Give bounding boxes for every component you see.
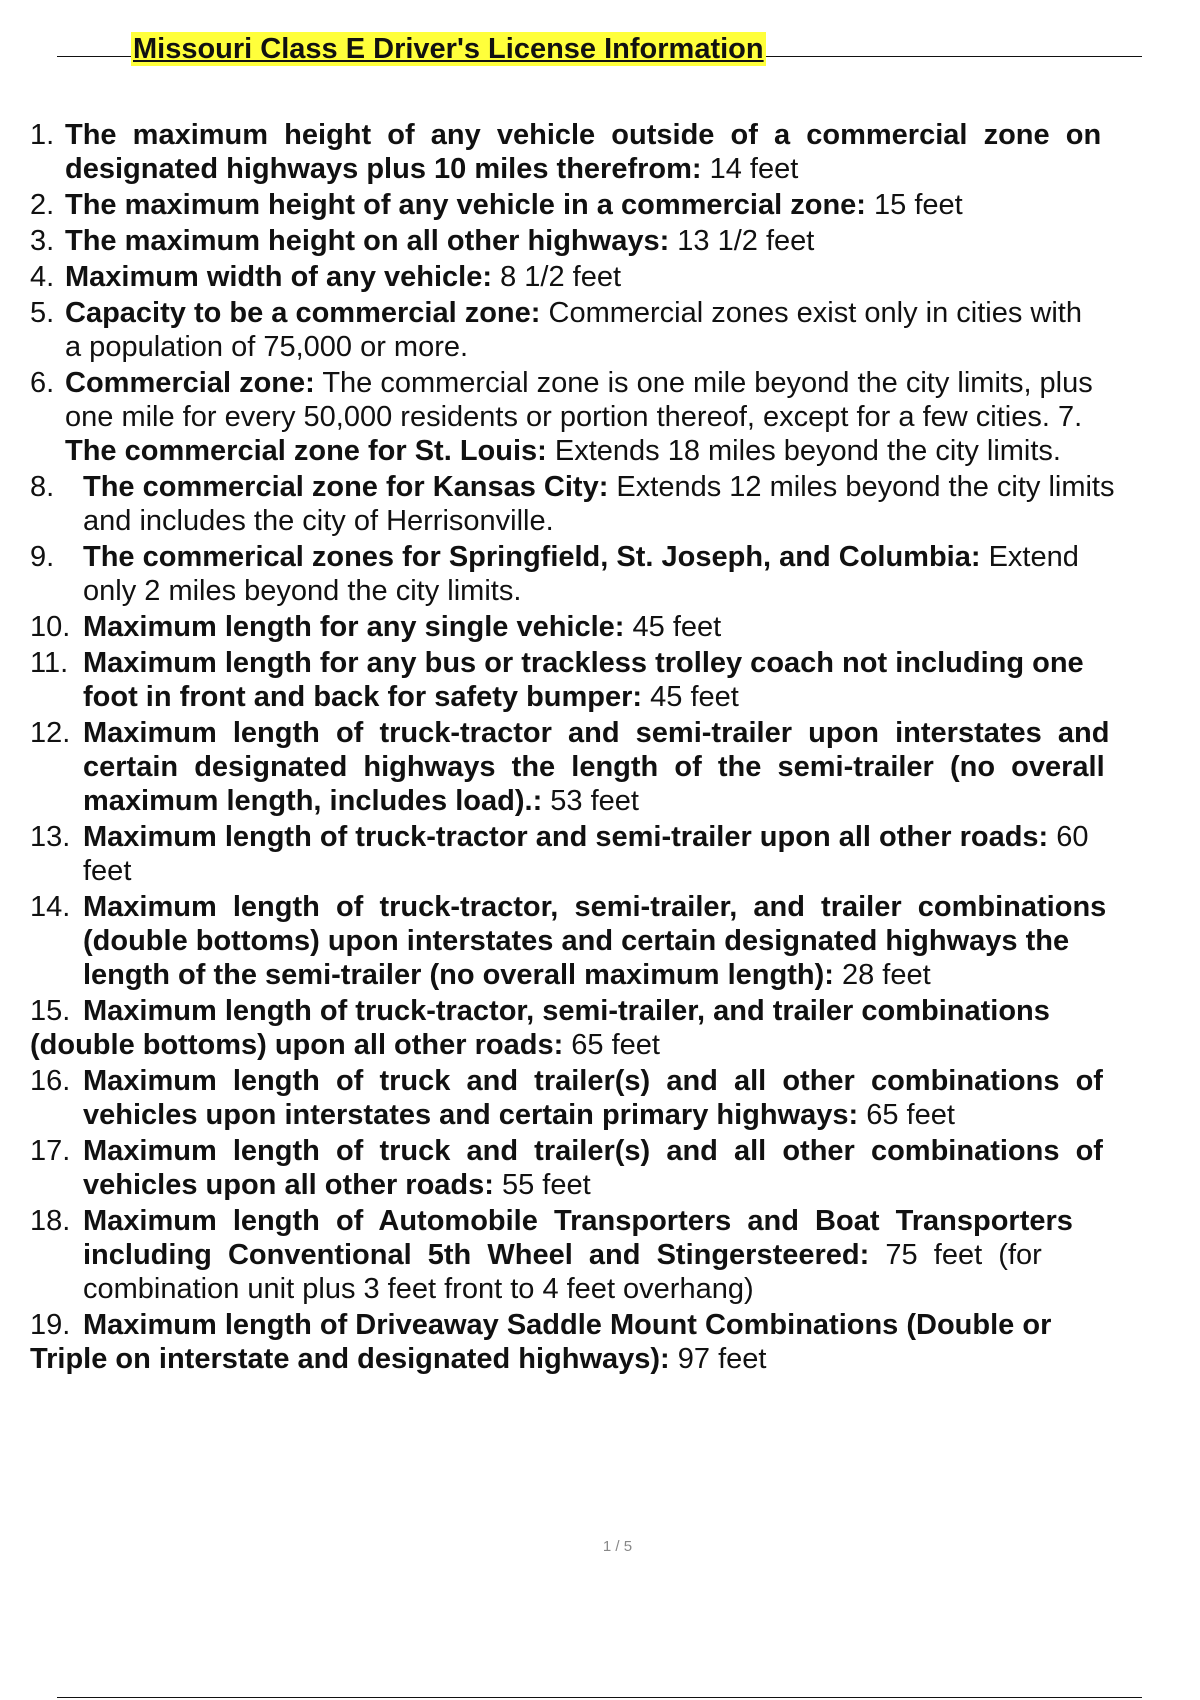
item-value: and includes the city of Herrisonville. [83,505,554,537]
list-item [0,118,1200,186]
item-label: The maximum height of any vehicle in a commercial zone: [65,189,866,221]
list-item-number: 9. [30,541,55,573]
list-item [0,224,1200,258]
item-label: Maximum length of truck and trailer(s) and all other combinations of [83,1135,1103,1167]
list-item-line [0,1238,1200,1272]
item-value: combination unit plus 3 feet front to 4 feet overhang) [83,1273,754,1305]
list-item-number: 14. [30,891,71,923]
item-value: Extend [980,541,1079,573]
item-label: The commercial zone for Kansas City: [83,471,609,503]
list-item-line [0,574,1200,608]
item-label: The maximum height on all other highways: [65,225,670,257]
list-item-line [0,118,1200,152]
list-item-line [0,434,1200,468]
page-number: 1 / 5 [602,1538,633,1555]
item-label: including Conventional 5th Wheel and Stingersteered: [83,1239,870,1271]
list-item-number: 15. [30,995,71,1027]
item-value: 60 [1048,821,1089,853]
item-value: feet [83,855,132,887]
item-value: 55 feet [493,1169,591,1201]
item-label: Maximum length for any bus or trackless trolley coach not including one [83,647,1084,679]
item-label: length of the semi-trailer (no overall maximum length): [83,959,834,991]
item-label: Triple on interstate and designated highways): [30,1343,670,1375]
list-item [0,890,1200,992]
item-label: Commercial zone: [65,367,315,399]
item-label: Maximum length of Driveaway Saddle Mount Combinations (Double or [83,1309,1052,1341]
list-item-line [0,994,1200,1028]
list-item-line [0,750,1200,784]
list-item [0,540,1200,608]
item-label: The commercial zone for St. Louis: [65,435,547,467]
list-item-number: 17. [30,1135,71,1167]
item-value: a population of 75,000 or more. [65,331,469,363]
list-item [0,820,1200,888]
list-item-line [0,1168,1200,1202]
item-value: The commercial zone is one mile beyond the city limits, plus [314,367,1093,399]
list-item-number: 1. [30,119,55,151]
list-item-line [0,890,1200,924]
item-value: Extends 12 miles beyond the city limits [608,471,1115,503]
list-item [0,470,1200,538]
list-item-number: 19. [30,1309,71,1341]
item-label: Maximum length of truck and trailer(s) and all other combinations of [83,1065,1103,1097]
list-item [0,1064,1200,1132]
item-label: foot in front and back for safety bumper: [83,681,643,713]
list-item [0,366,1200,468]
list-item-number: 18. [30,1205,71,1237]
list-item-line [0,820,1200,854]
item-label: certain designated highways the length of the semi-trailer (no overall [83,751,1105,783]
item-value: 53 feet [542,785,639,817]
list-item-line [0,366,1200,400]
list-item-number: 2. [30,189,55,221]
list-item-line [0,188,1200,222]
list-item [0,610,1200,644]
list-item-line [0,1134,1200,1168]
item-label: (double bottoms) upon all other roads: [30,1029,564,1061]
list-item-line [0,680,1200,714]
item-label: (double bottoms) upon interstates and certain designated highways the [83,925,1070,957]
item-value: 15 feet [865,189,963,221]
title-row [57,30,1142,70]
item-value: 8 1/2 feet [492,261,622,293]
item-label: Maximum length of Automobile Transporters and Boat Transporters [83,1205,1073,1237]
regulation-list [0,118,1200,1378]
list-item-line [0,1342,1200,1376]
list-item [0,296,1200,364]
item-label: Maximum length of truck-tractor and semi-trailer upon interstates and [83,717,1110,749]
item-value: 45 feet [642,681,739,713]
item-label: Maximum length for any single vehicle: [83,611,625,643]
list-item-line [0,152,1200,186]
list-item-number: 3. [30,225,55,257]
item-value: 13 1/2 feet [669,225,815,257]
list-item-line [0,540,1200,574]
list-item-line [0,330,1200,364]
list-item-line [0,260,1200,294]
list-item-number: 6. [30,367,55,399]
list-item [0,260,1200,294]
item-value: 75 feet (for [869,1239,1042,1271]
list-item-line [0,296,1200,330]
document-title: Missouri Class E Driver's License Information [133,33,764,65]
item-value: 65 feet [858,1099,955,1131]
list-item-line [0,224,1200,258]
list-item-line [0,716,1200,750]
item-value: 45 feet [624,611,722,643]
list-item-line [0,1204,1200,1238]
list-item-number: 11. [30,647,69,679]
item-label: designated highways plus 10 miles therefrom: [65,153,702,185]
list-item-line [0,1028,1200,1062]
item-value: 65 feet [563,1029,660,1061]
list-item-line [0,400,1200,434]
list-item-number: 12. [30,717,71,749]
list-item-line [0,470,1200,504]
list-item [0,994,1200,1062]
item-value: 28 feet [833,959,931,991]
item-label: maximum length, includes load).: [83,785,543,817]
item-value: 14 feet [701,153,799,185]
item-value: Commercial zones exist only in cities with [540,297,1082,329]
item-label: Maximum length of truck-tractor and semi-trailer upon all other roads: [83,821,1049,853]
list-item [0,188,1200,222]
list-item-number: 13. [30,821,71,853]
item-label: The maximum height of any vehicle outside of a commercial zone on [65,119,1102,151]
item-label: Maximum length of truck-tractor, semi-trailer, and trailer combinations [83,891,1107,923]
item-label: Capacity to be a commercial zone: [65,297,541,329]
list-item-line [0,854,1200,888]
list-item [0,1308,1200,1376]
list-item-number: 8. [30,471,55,503]
list-item-line [0,1064,1200,1098]
list-item [0,1204,1200,1306]
item-label: vehicles upon interstates and certain primary highways: [83,1099,859,1131]
list-item-number: 10. [30,611,71,643]
item-value: one mile for every 50,000 residents or portion thereof, except for a few cities. 7. [65,401,1083,433]
list-item [0,1134,1200,1202]
list-item [0,716,1200,818]
item-label: Maximum width of any vehicle: [65,261,493,293]
list-item [0,646,1200,714]
list-item-line [0,1098,1200,1132]
bottom-rule [57,1697,1142,1698]
list-item-line [0,958,1200,992]
item-label: vehicles upon all other roads: [83,1169,494,1201]
list-item-number: 16. [30,1065,71,1097]
item-value: 97 feet [669,1343,767,1375]
list-item-number: 4. [30,261,55,293]
list-item-line [0,784,1200,818]
list-item-line [0,1308,1200,1342]
item-label: The commerical zones for Springfield, St. Joseph, and Columbia: [83,541,981,573]
item-value: only 2 miles beyond the city limits. [83,575,522,607]
item-label: Maximum length of truck-tractor, semi-trailer, and trailer combinations [83,995,1050,1027]
list-item-line [0,646,1200,680]
list-item-line [0,1272,1200,1306]
list-item-line [0,924,1200,958]
list-item-number: 5. [30,297,55,329]
list-item-line [0,504,1200,538]
item-value: Extends 18 miles beyond the city limits. [546,435,1061,467]
list-item-line [0,610,1200,644]
